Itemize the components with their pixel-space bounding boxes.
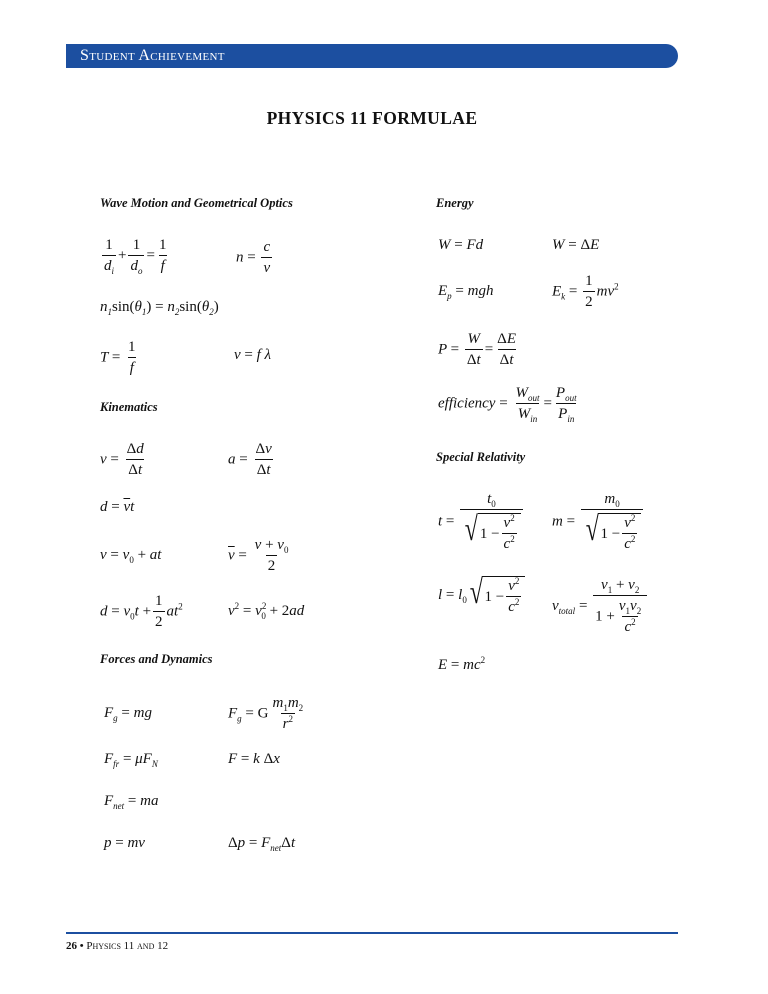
section-relativity-heading: Special Relativity xyxy=(436,450,526,464)
formula-average-velocity: $\overline{v}$ = $\frac{v + v_0}{2}$ xyxy=(228,537,289,574)
formula-work-energy: W = ΔE xyxy=(552,237,600,253)
formula-mass-energy: $E = mc^2$ xyxy=(438,655,486,673)
formula-wave-speed: v = f λ xyxy=(234,347,272,363)
formula-relativistic-mass: m = $m_0$ √ 1 − $\frac{v^2}{c^2}$ xyxy=(552,492,645,552)
formula-velocity-squared: $v^2 = v^2_0 + 2ad$ xyxy=(228,601,305,621)
formula-work: W = Fd xyxy=(438,237,484,253)
formula-weight: $F_g$ = mg xyxy=(104,705,152,723)
formula-power: P = $\frac{W}{\Delta t}$ = $\frac{\Delta E}{\Delta t}$ xyxy=(438,331,516,368)
header-banner-text: Student Achievement xyxy=(80,47,225,64)
formula-hookes-law: F = k Δx xyxy=(228,751,280,767)
formula-displacement: $d = v_0t$ + $\frac{1}{2}$ $at^2$ xyxy=(100,593,183,630)
formula-length-contraction: $l = l_0$ √ 1 − $\frac{v^2}{c^2}$ xyxy=(438,576,525,615)
section-kinematics-heading: Kinematics xyxy=(100,400,158,414)
formula-momentum: p = mv xyxy=(104,835,145,851)
formula-efficiency: efficiency = $W_{out}$ $W_{in}$ = $P_{out}$ $P_{in}$ xyxy=(438,385,577,424)
formula-thin-lens: $\frac{1}{d_i}$ + $\frac{1}{d_o}$ = $\frac{1}{f}$ xyxy=(104,237,167,276)
formula-index-refraction: n = $\frac{c}{v}$ xyxy=(236,239,271,276)
formula-friction: $F_{fr} = \mu F_N$ xyxy=(104,751,158,769)
footer-text: Physics 11 and 12 xyxy=(86,940,169,952)
formula-velocity-addition: $v_{total}$ = $v_1 + v_2$ 1 + $\frac{v_1v_2}{c^2}$ xyxy=(552,578,649,635)
formula-time-dilation: t = $t_0$ √ 1 − $\frac{v^2}{c^2}$ xyxy=(438,492,525,552)
formula-net-force: $F_{net}$ = ma xyxy=(104,793,159,811)
formula-period: T = $\frac{1}{f}$ xyxy=(100,339,136,376)
formula-velocity: v = $\frac{\Delta d}{\Delta t}$ xyxy=(100,441,144,478)
formula-impulse: $\Delta p = F_{net}\Delta t$ xyxy=(228,835,296,853)
formula-final-velocity: $v = v_0$ + at xyxy=(100,547,162,565)
section-energy-heading: Energy xyxy=(436,196,474,210)
section-forces-heading: Forces and Dynamics xyxy=(100,652,213,666)
formula-acceleration: a = $\frac{\Delta v}{\Delta t}$ xyxy=(228,441,272,478)
formula-snells-law: $n_1\sin(\theta_1) = n_2\sin(\theta_2)$ xyxy=(100,299,219,317)
header-banner xyxy=(66,44,678,68)
page-footer xyxy=(66,940,168,952)
footer-bullet: • xyxy=(79,940,84,952)
formula-potential-energy: $E_p$ = mgh xyxy=(438,283,494,301)
section-wave-heading: Wave Motion and Geometrical Optics xyxy=(100,196,293,210)
page-number: 26 xyxy=(66,940,77,952)
page-title: PHYSICS 11 FORMULAE xyxy=(266,108,478,128)
formula-gravitation: $F_g = G$ $\frac{m_1m_2}{r^2}$ xyxy=(228,695,304,732)
formula-distance-avg: $d = \overline{v}t$ xyxy=(100,499,135,515)
formula-kinetic-energy: $E_k$ = $\frac{1}{2}$ $mv^2$ xyxy=(552,273,619,310)
footer-divider xyxy=(66,932,678,934)
